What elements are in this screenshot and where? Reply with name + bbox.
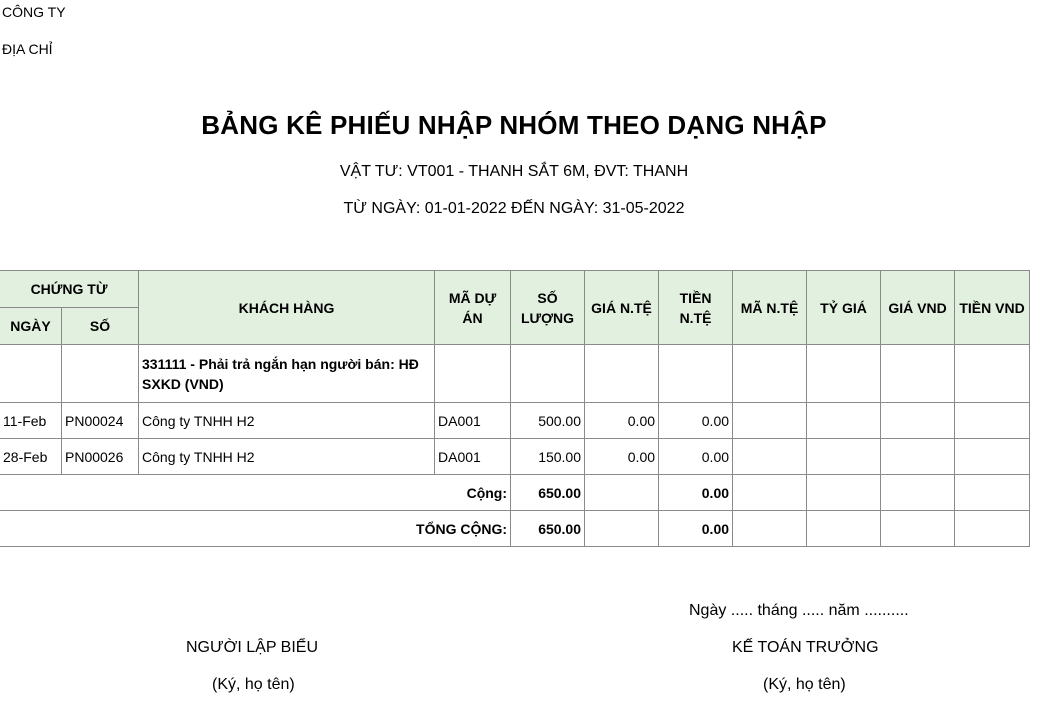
cell-currency-code (733, 403, 807, 439)
cell-number: PN00026 (62, 439, 139, 475)
table-row (0, 403, 1030, 439)
cell-fc-amount: 0.00 (659, 403, 733, 439)
cell-number: PN00024 (62, 403, 139, 439)
group-empty-cell (881, 345, 955, 403)
grand-total-label: TỔNG CỘNG: (0, 511, 511, 547)
subtotal-fc-amount: 0.00 (659, 475, 733, 511)
cell-vnd-price (881, 439, 955, 475)
group-empty-cell (62, 345, 139, 403)
group-empty-cell (955, 345, 1030, 403)
header-number: SỐ (62, 308, 139, 345)
header-currency-code: MÃ N.TỆ (733, 271, 807, 345)
header-vnd-amount: TIỀN VND (955, 271, 1030, 345)
header-rate: TỶ GIÁ (807, 271, 881, 345)
grand-total-empty-cell (733, 511, 807, 547)
header-quantity: SỐ LƯỢNG (511, 271, 585, 345)
grand-total-empty-cell (807, 511, 881, 547)
cell-vnd-amount (955, 403, 1030, 439)
report-title: BẢNG KÊ PHIẾU NHẬP NHÓM THEO DẠNG NHẬP (201, 110, 827, 140)
cell-project-code: DA001 (435, 403, 511, 439)
subtotal-empty-cell (733, 475, 807, 511)
header-customer: KHÁCH HÀNG (139, 271, 435, 345)
preparer-role: NGƯỜI LẬP BIỂU (186, 639, 319, 656)
group-empty-cell (733, 345, 807, 403)
header-voucher-group: CHỨNG TỪ (0, 271, 139, 308)
subtotal-quantity: 650.00 (511, 475, 585, 511)
subtotal-empty-cell (807, 475, 881, 511)
cell-quantity: 150.00 (511, 439, 585, 475)
header-fc-amount: TIỀN N.TỆ (659, 271, 733, 345)
chief-accountant-role: KẾ TOÁN TRƯỞNG (732, 639, 879, 656)
cell-project-code: DA001 (435, 439, 511, 475)
cell-rate (807, 403, 881, 439)
subtotal-empty-cell (955, 475, 1030, 511)
cell-date: 28-Feb (0, 439, 62, 475)
group-empty-cell (435, 345, 511, 403)
company-label: CÔNG TY (2, 4, 66, 20)
grand-total-row (0, 511, 1030, 547)
group-empty-cell (511, 345, 585, 403)
group-empty-cell (0, 345, 62, 403)
table-row (0, 439, 1030, 475)
grand-total-quantity: 650.00 (511, 511, 585, 547)
grand-total-empty-cell (881, 511, 955, 547)
cell-rate (807, 439, 881, 475)
report-table (0, 270, 1030, 547)
subtotal-empty-cell (585, 475, 659, 511)
cell-vnd-price (881, 403, 955, 439)
header-fc-price: GIÁ N.TỆ (585, 271, 659, 345)
cell-date: 11-Feb (0, 403, 62, 439)
cell-fc-price: 0.00 (585, 439, 659, 475)
cell-customer: Công ty TNHH H2 (139, 439, 435, 475)
cell-vnd-amount (955, 439, 1030, 475)
cell-fc-price: 0.00 (585, 403, 659, 439)
subtotal-label: Cộng: (0, 475, 511, 511)
subtotal-row (0, 475, 1030, 511)
preparer-sign-note: (Ký, họ tên) (212, 676, 295, 693)
cell-customer: Công ty TNHH H2 (139, 403, 435, 439)
group-label: 331111 - Phải trả ngắn hạn người bán: HĐ SXKD (VND) (139, 345, 435, 403)
report-subtitle: VẬT TƯ: VT001 - THANH SẮT 6M, ĐVT: THANH (339, 163, 689, 180)
signature-date-line: Ngày ..... tháng ..... năm .......... (689, 602, 909, 619)
header-vnd-price: GIÁ VND (881, 271, 955, 345)
group-row (0, 345, 1030, 403)
group-empty-cell (659, 345, 733, 403)
chief-accountant-sign-note: (Ký, họ tên) (763, 676, 846, 693)
cell-currency-code (733, 439, 807, 475)
group-empty-cell (585, 345, 659, 403)
grand-total-fc-amount: 0.00 (659, 511, 733, 547)
report-date-range: TỪ NGÀY: 01-01-2022 ĐẾN NGÀY: 31-05-2022 (343, 200, 685, 217)
grand-total-empty-cell (585, 511, 659, 547)
group-empty-cell (807, 345, 881, 403)
subtotal-empty-cell (881, 475, 955, 511)
header-project-code: MÃ DỰ ÁN (435, 271, 511, 345)
grand-total-empty-cell (955, 511, 1030, 547)
header-date: NGÀY (0, 308, 62, 345)
cell-quantity: 500.00 (511, 403, 585, 439)
cell-fc-amount: 0.00 (659, 439, 733, 475)
address-label: ĐỊA CHỈ (2, 41, 53, 57)
